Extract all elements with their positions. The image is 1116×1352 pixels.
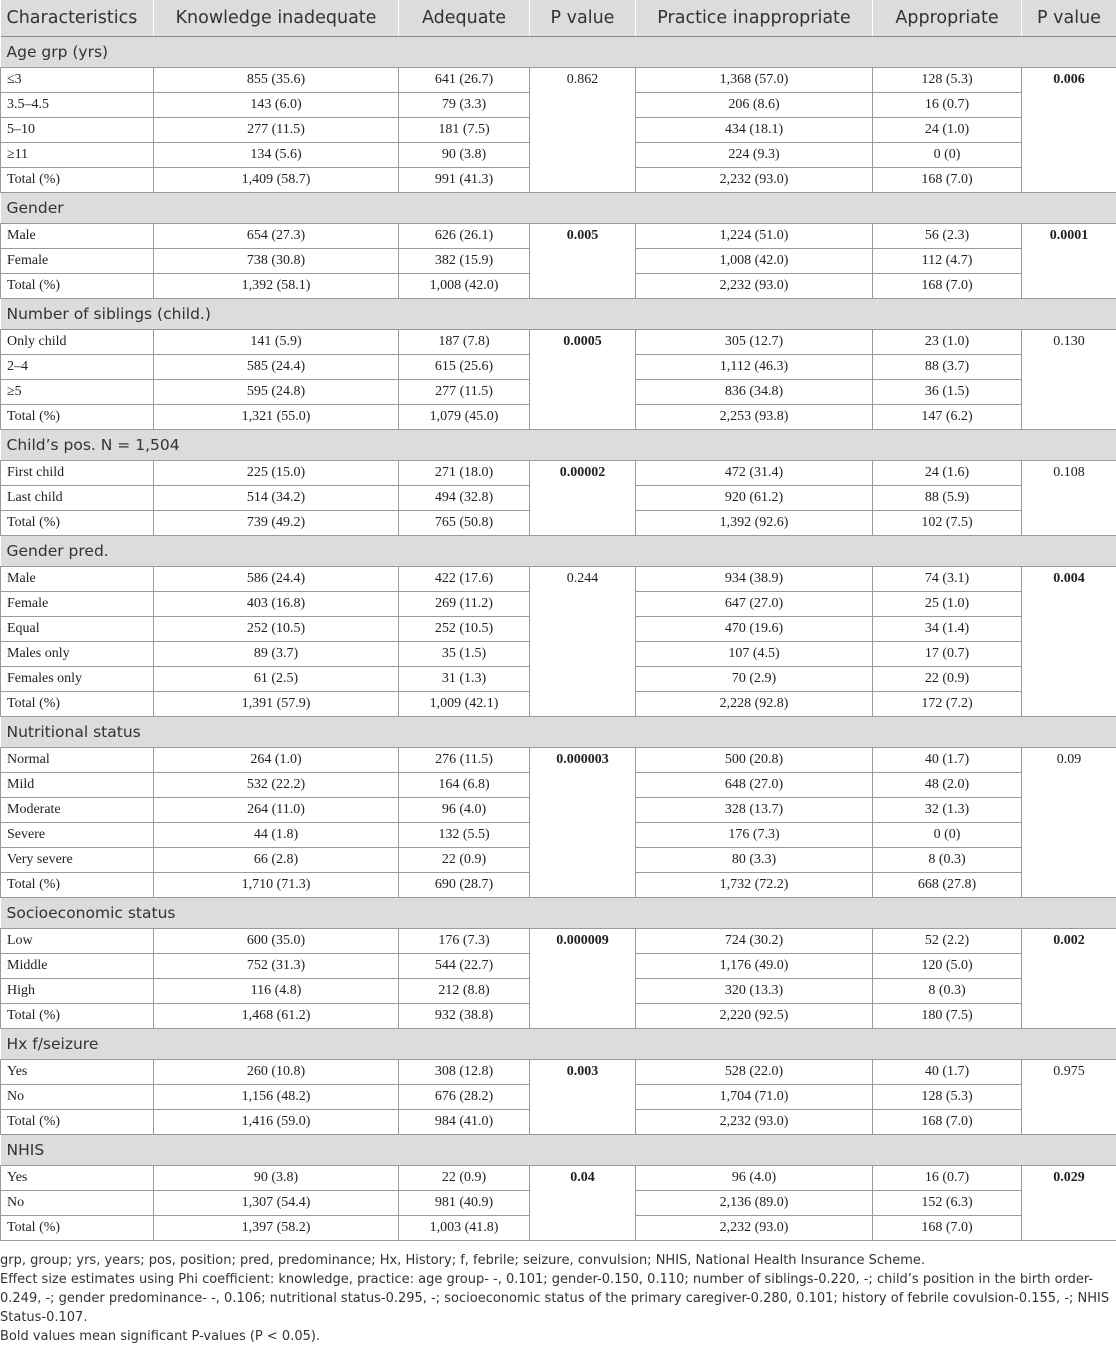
- practice-appropriate-cell: 8 (0.3): [873, 979, 1022, 1004]
- practice-p-value: 0.029: [1022, 1166, 1116, 1241]
- practice-appropriate-cell: 88 (5.9): [873, 486, 1022, 511]
- section-header: [1, 898, 1116, 929]
- row-label: Last child: [1, 486, 154, 511]
- knowledge-adequate-cell: 132 (5.5): [399, 823, 530, 848]
- row-label: Mild: [1, 773, 154, 798]
- knowledge-adequate-cell: 212 (8.8): [399, 979, 530, 1004]
- knowledge-inadequate-cell: 739 (49.2): [154, 511, 399, 536]
- knowledge-inadequate-cell: 90 (3.8): [154, 1166, 399, 1191]
- knowledge-adequate-cell: 1,079 (45.0): [399, 405, 530, 430]
- section-title: Gender: [1, 193, 1116, 224]
- knowledge-adequate-cell: 271 (18.0): [399, 461, 530, 486]
- practice-p-value: 0.975: [1022, 1060, 1116, 1135]
- knowledge-p-value: 0.000009: [530, 929, 636, 1029]
- row-label: Yes: [1, 1060, 154, 1085]
- practice-inappropriate-cell: 206 (8.6): [636, 93, 873, 118]
- footnote-abbreviations: grp, group; yrs, years; pos, position; pred, predominance; Hx, History; f, febrile; seizure, convulsion; NHIS, National Health Insurance Scheme.: [0, 1253, 926, 1268]
- practice-appropriate-cell: 48 (2.0): [873, 773, 1022, 798]
- practice-appropriate-cell: 168 (7.0): [873, 1110, 1022, 1135]
- knowledge-inadequate-cell: 61 (2.5): [154, 667, 399, 692]
- knowledge-inadequate-cell: 116 (4.8): [154, 979, 399, 1004]
- footnote-bold-note: Bold values mean significant P-values (P < 0.05).: [0, 1329, 321, 1344]
- table-row: [1, 929, 1116, 954]
- knowledge-adequate-cell: 276 (11.5): [399, 748, 530, 773]
- practice-appropriate-cell: 168 (7.0): [873, 1216, 1022, 1241]
- row-label: ≥5: [1, 380, 154, 405]
- practice-inappropriate-cell: 2,136 (89.0): [636, 1191, 873, 1216]
- practice-inappropriate-cell: 2,232 (93.0): [636, 274, 873, 299]
- row-label: Males only: [1, 642, 154, 667]
- table-row: [1, 68, 1116, 93]
- knowledge-inadequate-cell: 134 (5.6): [154, 143, 399, 168]
- practice-appropriate-cell: 36 (1.5): [873, 380, 1022, 405]
- knowledge-inadequate-cell: 514 (34.2): [154, 486, 399, 511]
- knowledge-p-value: 0.04: [530, 1166, 636, 1241]
- knowledge-inadequate-cell: 403 (16.8): [154, 592, 399, 617]
- practice-inappropriate-cell: 2,253 (93.8): [636, 405, 873, 430]
- knowledge-adequate-cell: 984 (41.0): [399, 1110, 530, 1135]
- knowledge-inadequate-cell: 1,321 (55.0): [154, 405, 399, 430]
- knowledge-inadequate-cell: 277 (11.5): [154, 118, 399, 143]
- knowledge-inadequate-cell: 141 (5.9): [154, 330, 399, 355]
- practice-appropriate-cell: 152 (6.3): [873, 1191, 1022, 1216]
- knowledge-inadequate-cell: 595 (24.8): [154, 380, 399, 405]
- row-label: Total (%): [1, 1004, 154, 1029]
- knowledge-inadequate-cell: 1,397 (58.2): [154, 1216, 399, 1241]
- practice-inappropriate-cell: 320 (13.3): [636, 979, 873, 1004]
- practice-appropriate-cell: 16 (0.7): [873, 1166, 1022, 1191]
- row-label: 3.5–4.5: [1, 93, 154, 118]
- knowledge-adequate-cell: 494 (32.8): [399, 486, 530, 511]
- knowledge-inadequate-cell: 264 (11.0): [154, 798, 399, 823]
- practice-appropriate-cell: 23 (1.0): [873, 330, 1022, 355]
- knowledge-p-value: 0.244: [530, 567, 636, 717]
- knowledge-inadequate-cell: 1,409 (58.7): [154, 168, 399, 193]
- knowledge-adequate-cell: 991 (41.3): [399, 168, 530, 193]
- row-label: ≤3: [1, 68, 154, 93]
- practice-appropriate-cell: 40 (1.7): [873, 748, 1022, 773]
- practice-appropriate-cell: 16 (0.7): [873, 93, 1022, 118]
- row-label: Total (%): [1, 1216, 154, 1241]
- table-row: [1, 567, 1116, 592]
- practice-inappropriate-cell: 1,224 (51.0): [636, 224, 873, 249]
- section-title: Number of siblings (child.): [1, 299, 1116, 330]
- knowledge-adequate-cell: 90 (3.8): [399, 143, 530, 168]
- practice-inappropriate-cell: 96 (4.0): [636, 1166, 873, 1191]
- practice-inappropriate-cell: 647 (27.0): [636, 592, 873, 617]
- header-knowledge-inadequate: Knowledge inadequate: [154, 0, 399, 37]
- knowledge-adequate-cell: 181 (7.5): [399, 118, 530, 143]
- knowledge-inadequate-cell: 143 (6.0): [154, 93, 399, 118]
- knowledge-adequate-cell: 422 (17.6): [399, 567, 530, 592]
- knowledge-adequate-cell: 615 (25.6): [399, 355, 530, 380]
- knowledge-adequate-cell: 252 (10.5): [399, 617, 530, 642]
- row-label: First child: [1, 461, 154, 486]
- knowledge-inadequate-cell: 600 (35.0): [154, 929, 399, 954]
- section-title: Gender pred.: [1, 536, 1116, 567]
- practice-inappropriate-cell: 500 (20.8): [636, 748, 873, 773]
- table-row: [1, 1060, 1116, 1085]
- practice-inappropriate-cell: 1,176 (49.0): [636, 954, 873, 979]
- knowledge-adequate-cell: 35 (1.5): [399, 642, 530, 667]
- knowledge-adequate-cell: 22 (0.9): [399, 848, 530, 873]
- header-row: [1, 0, 1116, 37]
- practice-inappropriate-cell: 1,704 (71.0): [636, 1085, 873, 1110]
- header-practice-appropriate: Appropriate: [873, 0, 1022, 37]
- practice-inappropriate-cell: 920 (61.2): [636, 486, 873, 511]
- knowledge-inadequate-cell: 1,392 (58.1): [154, 274, 399, 299]
- practice-inappropriate-cell: 1,732 (72.2): [636, 873, 873, 898]
- practice-appropriate-cell: 668 (27.8): [873, 873, 1022, 898]
- practice-inappropriate-cell: 2,232 (93.0): [636, 168, 873, 193]
- practice-inappropriate-cell: 2,228 (92.8): [636, 692, 873, 717]
- practice-appropriate-cell: 25 (1.0): [873, 592, 1022, 617]
- practice-p-value: 0.130: [1022, 330, 1116, 430]
- knowledge-adequate-cell: 626 (26.1): [399, 224, 530, 249]
- knowledge-inadequate-cell: 1,468 (61.2): [154, 1004, 399, 1029]
- practice-inappropriate-cell: 1,112 (46.3): [636, 355, 873, 380]
- row-label: Male: [1, 224, 154, 249]
- practice-appropriate-cell: 24 (1.0): [873, 118, 1022, 143]
- section-title: Nutritional status: [1, 717, 1116, 748]
- row-label: 2–4: [1, 355, 154, 380]
- practice-inappropriate-cell: 2,232 (93.0): [636, 1110, 873, 1135]
- row-label: Female: [1, 249, 154, 274]
- row-label: Only child: [1, 330, 154, 355]
- knowledge-inadequate-cell: 252 (10.5): [154, 617, 399, 642]
- practice-appropriate-cell: 34 (1.4): [873, 617, 1022, 642]
- section-header: [1, 1029, 1116, 1060]
- practice-appropriate-cell: 24 (1.6): [873, 461, 1022, 486]
- row-label: Total (%): [1, 1110, 154, 1135]
- knowledge-inadequate-cell: 225 (15.0): [154, 461, 399, 486]
- section-header: [1, 536, 1116, 567]
- practice-p-value: 0.108: [1022, 461, 1116, 536]
- row-label: Moderate: [1, 798, 154, 823]
- footnote-effect-size: Effect size estimates using Phi coefficient: knowledge, practice: age group- -, 0.101; gender-0.150, 0.110; number of siblings-0.220, -; child’s position in the birth order-0.249, -; gender predominance- -, 0.106; nutritional status-0.295, -; socioeconomic status of the primary caregiver-0.280, 0.101; history of febrile covulsion-0.155, -; NHIS Status-0.107.: [0, 1272, 1110, 1325]
- knowledge-adequate-cell: 308 (12.8): [399, 1060, 530, 1085]
- practice-appropriate-cell: 128 (5.3): [873, 1085, 1022, 1110]
- knowledge-p-value: 0.00002: [530, 461, 636, 536]
- row-label: Normal: [1, 748, 154, 773]
- practice-appropriate-cell: 40 (1.7): [873, 1060, 1022, 1085]
- knowledge-inadequate-cell: 532 (22.2): [154, 773, 399, 798]
- knowledge-p-value: 0.862: [530, 68, 636, 193]
- practice-appropriate-cell: 112 (4.7): [873, 249, 1022, 274]
- practice-inappropriate-cell: 107 (4.5): [636, 642, 873, 667]
- practice-appropriate-cell: 168 (7.0): [873, 274, 1022, 299]
- section-title: Age grp (yrs): [1, 37, 1116, 68]
- practice-inappropriate-cell: 528 (22.0): [636, 1060, 873, 1085]
- practice-inappropriate-cell: 1,392 (92.6): [636, 511, 873, 536]
- knowledge-inadequate-cell: 260 (10.8): [154, 1060, 399, 1085]
- section-header: [1, 717, 1116, 748]
- practice-inappropriate-cell: 224 (9.3): [636, 143, 873, 168]
- section-header: [1, 430, 1116, 461]
- knowledge-inadequate-cell: 89 (3.7): [154, 642, 399, 667]
- practice-p-value: 0.002: [1022, 929, 1116, 1029]
- practice-inappropriate-cell: 472 (31.4): [636, 461, 873, 486]
- practice-inappropriate-cell: 2,232 (93.0): [636, 1216, 873, 1241]
- knowledge-inadequate-cell: 855 (35.6): [154, 68, 399, 93]
- knowledge-adequate-cell: 176 (7.3): [399, 929, 530, 954]
- header-p-value-knowledge: P value: [530, 0, 636, 37]
- practice-appropriate-cell: 22 (0.9): [873, 667, 1022, 692]
- practice-appropriate-cell: 172 (7.2): [873, 692, 1022, 717]
- knowledge-adequate-cell: 690 (28.7): [399, 873, 530, 898]
- section-title: Hx f/seizure: [1, 1029, 1116, 1060]
- table-row: [1, 224, 1116, 249]
- row-label: Equal: [1, 617, 154, 642]
- knowledge-inadequate-cell: 752 (31.3): [154, 954, 399, 979]
- practice-p-value: 0.09: [1022, 748, 1116, 898]
- knowledge-adequate-cell: 641 (26.7): [399, 68, 530, 93]
- knowledge-adequate-cell: 676 (28.2): [399, 1085, 530, 1110]
- section-header: [1, 1135, 1116, 1166]
- knowledge-adequate-cell: 277 (11.5): [399, 380, 530, 405]
- section-header: [1, 299, 1116, 330]
- knowledge-adequate-cell: 1,009 (42.1): [399, 692, 530, 717]
- knowledge-inadequate-cell: 1,391 (57.9): [154, 692, 399, 717]
- knowledge-adequate-cell: 1,008 (42.0): [399, 274, 530, 299]
- row-label: Females only: [1, 667, 154, 692]
- practice-inappropriate-cell: 176 (7.3): [636, 823, 873, 848]
- practice-inappropriate-cell: 328 (13.7): [636, 798, 873, 823]
- practice-inappropriate-cell: 2,220 (92.5): [636, 1004, 873, 1029]
- header-practice-inappropriate: Practice inappropriate: [636, 0, 873, 37]
- practice-appropriate-cell: 180 (7.5): [873, 1004, 1022, 1029]
- knowledge-adequate-cell: 31 (1.3): [399, 667, 530, 692]
- row-label: Yes: [1, 1166, 154, 1191]
- knowledge-inadequate-cell: 654 (27.3): [154, 224, 399, 249]
- knowledge-adequate-cell: 544 (22.7): [399, 954, 530, 979]
- knowledge-p-value: 0.000003: [530, 748, 636, 898]
- knowledge-adequate-cell: 1,003 (41.8): [399, 1216, 530, 1241]
- practice-appropriate-cell: 0 (0): [873, 143, 1022, 168]
- knowledge-p-value: 0.005: [530, 224, 636, 299]
- knowledge-inadequate-cell: 44 (1.8): [154, 823, 399, 848]
- practice-inappropriate-cell: 70 (2.9): [636, 667, 873, 692]
- table-row: [1, 748, 1116, 773]
- practice-inappropriate-cell: 724 (30.2): [636, 929, 873, 954]
- practice-p-value: 0.0001: [1022, 224, 1116, 299]
- knowledge-p-value: 0.003: [530, 1060, 636, 1135]
- practice-appropriate-cell: 88 (3.7): [873, 355, 1022, 380]
- knowledge-adequate-cell: 22 (0.9): [399, 1166, 530, 1191]
- knowledge-inadequate-cell: 1,307 (54.4): [154, 1191, 399, 1216]
- row-label: No: [1, 1085, 154, 1110]
- row-label: Female: [1, 592, 154, 617]
- knowledge-adequate-cell: 79 (3.3): [399, 93, 530, 118]
- practice-inappropriate-cell: 648 (27.0): [636, 773, 873, 798]
- table-row: [1, 461, 1116, 486]
- knowledge-inadequate-cell: 738 (30.8): [154, 249, 399, 274]
- row-label: Total (%): [1, 168, 154, 193]
- knowledge-inadequate-cell: 1,156 (48.2): [154, 1085, 399, 1110]
- practice-appropriate-cell: 56 (2.3): [873, 224, 1022, 249]
- practice-appropriate-cell: 168 (7.0): [873, 168, 1022, 193]
- knowledge-inadequate-cell: 264 (1.0): [154, 748, 399, 773]
- footnotes: [0, 1241, 1116, 1346]
- row-label: Low: [1, 929, 154, 954]
- row-label: Severe: [1, 823, 154, 848]
- knowledge-adequate-cell: 932 (38.8): [399, 1004, 530, 1029]
- practice-appropriate-cell: 52 (2.2): [873, 929, 1022, 954]
- practice-appropriate-cell: 0 (0): [873, 823, 1022, 848]
- row-label: Total (%): [1, 405, 154, 430]
- practice-inappropriate-cell: 470 (19.6): [636, 617, 873, 642]
- knowledge-adequate-cell: 981 (40.9): [399, 1191, 530, 1216]
- row-label: Male: [1, 567, 154, 592]
- knowledge-inadequate-cell: 1,710 (71.3): [154, 873, 399, 898]
- practice-appropriate-cell: 128 (5.3): [873, 68, 1022, 93]
- practice-appropriate-cell: 147 (6.2): [873, 405, 1022, 430]
- section-header: [1, 37, 1116, 68]
- knowledge-adequate-cell: 164 (6.8): [399, 773, 530, 798]
- row-label: Total (%): [1, 692, 154, 717]
- practice-p-value: 0.006: [1022, 68, 1116, 193]
- section-title: Socioeconomic status: [1, 898, 1116, 929]
- practice-p-value: 0.004: [1022, 567, 1116, 717]
- header-characteristics: Characteristics: [1, 0, 154, 37]
- header-knowledge-adequate: Adequate: [399, 0, 530, 37]
- practice-inappropriate-cell: 80 (3.3): [636, 848, 873, 873]
- practice-inappropriate-cell: 1,368 (57.0): [636, 68, 873, 93]
- knowledge-adequate-cell: 382 (15.9): [399, 249, 530, 274]
- practice-inappropriate-cell: 305 (12.7): [636, 330, 873, 355]
- table-row: [1, 1166, 1116, 1191]
- row-label: Very severe: [1, 848, 154, 873]
- knowledge-inadequate-cell: 1,416 (59.0): [154, 1110, 399, 1135]
- practice-inappropriate-cell: 434 (18.1): [636, 118, 873, 143]
- section-title: Child’s pos. N = 1,504: [1, 430, 1116, 461]
- practice-appropriate-cell: 32 (1.3): [873, 798, 1022, 823]
- section-header: [1, 193, 1116, 224]
- practice-inappropriate-cell: 1,008 (42.0): [636, 249, 873, 274]
- knowledge-inadequate-cell: 585 (24.4): [154, 355, 399, 380]
- row-label: Middle: [1, 954, 154, 979]
- row-label: High: [1, 979, 154, 1004]
- knowledge-adequate-cell: 765 (50.8): [399, 511, 530, 536]
- practice-appropriate-cell: 17 (0.7): [873, 642, 1022, 667]
- row-label: ≥11: [1, 143, 154, 168]
- section-title: NHIS: [1, 1135, 1116, 1166]
- practice-appropriate-cell: 120 (5.0): [873, 954, 1022, 979]
- knowledge-inadequate-cell: 66 (2.8): [154, 848, 399, 873]
- knowledge-adequate-cell: 187 (7.8): [399, 330, 530, 355]
- knowledge-adequate-cell: 96 (4.0): [399, 798, 530, 823]
- practice-appropriate-cell: 102 (7.5): [873, 511, 1022, 536]
- practice-appropriate-cell: 8 (0.3): [873, 848, 1022, 873]
- practice-inappropriate-cell: 934 (38.9): [636, 567, 873, 592]
- practice-appropriate-cell: 74 (3.1): [873, 567, 1022, 592]
- row-label: Total (%): [1, 511, 154, 536]
- row-label: Total (%): [1, 873, 154, 898]
- knowledge-inadequate-cell: 586 (24.4): [154, 567, 399, 592]
- practice-inappropriate-cell: 836 (34.8): [636, 380, 873, 405]
- knowledge-p-value: 0.0005: [530, 330, 636, 430]
- table-row: [1, 330, 1116, 355]
- knowledge-adequate-cell: 269 (11.2): [399, 592, 530, 617]
- row-label: 5–10: [1, 118, 154, 143]
- row-label: No: [1, 1191, 154, 1216]
- header-p-value-practice: P value: [1022, 0, 1116, 37]
- row-label: Total (%): [1, 274, 154, 299]
